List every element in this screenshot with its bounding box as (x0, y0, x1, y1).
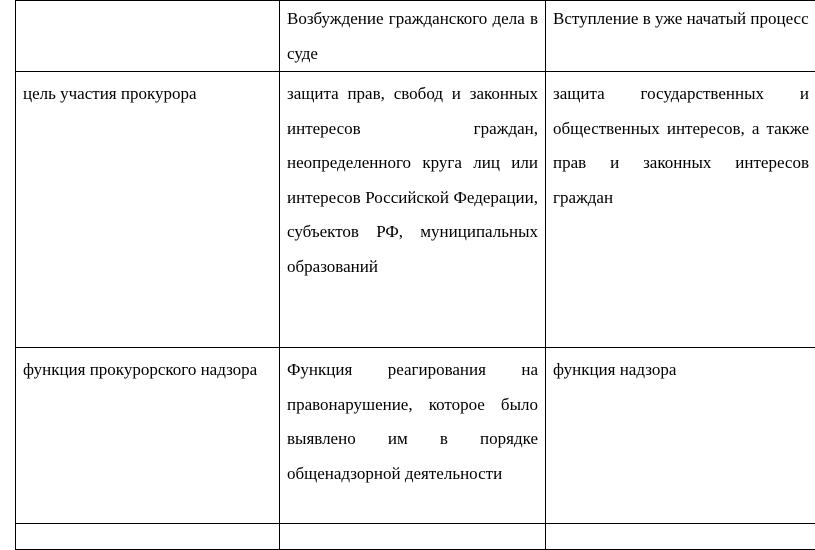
cell-goal-initiation: защита прав, свобод и законных интересов граждан, неопределенного круга лиц или интересов Российской Федерации, субъектов РФ, муниципальных образований (280, 72, 546, 348)
header-cell-empty (16, 1, 280, 72)
header-cell-initiation: Возбуждение гражданского дела в суде (280, 1, 546, 72)
row-label-function: функция прокурорского надзора (16, 348, 280, 524)
continuation-cell-2 (280, 524, 546, 550)
row-label-goal: цель участия прокурора (16, 72, 280, 348)
table-row (16, 72, 815, 348)
table-row-continuation (16, 524, 815, 550)
continuation-cell-1 (16, 524, 280, 550)
cell-function-initiation: Функция реагирования на правонарушение, которое было выявлено им в порядке общенадзорной деятельности (280, 348, 546, 524)
header-cell-entry: Вступление в уже начатый процесс (546, 1, 815, 72)
table-row (16, 348, 815, 524)
table-header-row (16, 1, 815, 72)
comparison-table (15, 0, 815, 550)
cell-function-entry: функция надзора (546, 348, 815, 524)
continuation-cell-3 (546, 524, 815, 550)
cell-goal-entry: защита государственных и общественных интересов, а также прав и законных интересов граждан (546, 72, 815, 348)
